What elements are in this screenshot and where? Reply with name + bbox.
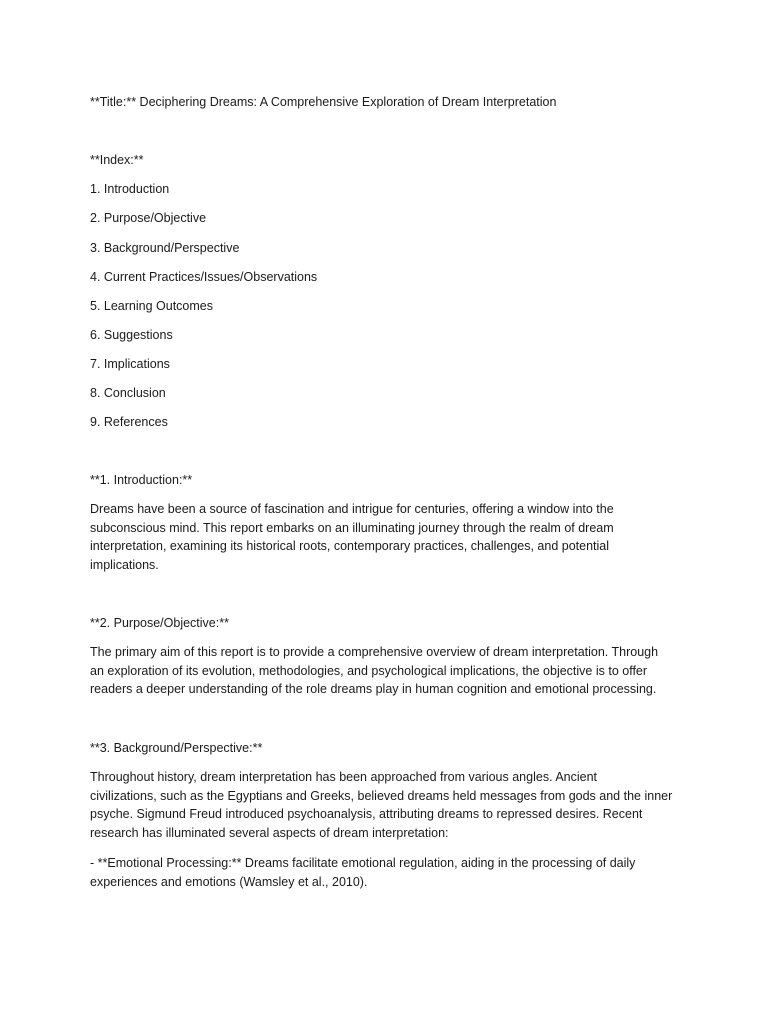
- paragraph-line: subconscious mind. This report embarks on an illuminating journey through the realm of dream: [90, 520, 614, 535]
- bullet-line: - **Emotional Processing:** Dreams facilitate emotional regulation, aiding in the processing of daily: [90, 856, 636, 870]
- document-title: **Title:** Deciphering Dreams: A Comprehensive Exploration of Dream Interpretation: [90, 95, 557, 109]
- introduction-paragraph: [90, 500, 690, 574]
- paragraph-line: research has illuminated several aspects of dream interpretation:: [90, 825, 449, 840]
- index-item: 7. Implications: [90, 357, 170, 371]
- background-paragraph: [90, 768, 690, 842]
- index-item: 3. Background/Perspective: [90, 241, 240, 255]
- index-item: 2. Purpose/Objective: [90, 211, 207, 225]
- introduction-heading: **1. Introduction:**: [90, 473, 193, 487]
- paragraph-line: interpretation, examining its historical roots, contemporary practices, challenges, and potential: [90, 539, 610, 554]
- paragraph-line: psyche. Sigmund Freud introduced psychoanalysis, attributing dreams to repressed desires. Recent: [90, 807, 643, 822]
- index-item: 4. Current Practices/Issues/Observations: [90, 270, 318, 284]
- index-item: 5. Learning Outcomes: [90, 299, 213, 313]
- index-item: 1. Introduction: [90, 182, 170, 196]
- paragraph-line: civilizations, such as the Egyptians and Greeks, believed dreams held messages from gods and the inner: [90, 788, 673, 803]
- purpose-paragraph: [90, 643, 690, 699]
- index-item: 6. Suggestions: [90, 328, 173, 342]
- paragraph-line: implications.: [90, 557, 159, 572]
- index-heading: **Index:**: [90, 153, 144, 167]
- background-heading: **3. Background/Perspective:**: [90, 741, 263, 755]
- paragraph-line: an exploration of its evolution, methodologies, and psychological implications, the objective is to offer: [90, 663, 648, 678]
- paragraph-line: Dreams have been a source of fascination and intrigue for centuries, offering a window into the: [90, 502, 614, 516]
- bullet-line: experiences and emotions (Wamsley et al., 2010).: [90, 874, 368, 889]
- index-item: 8. Conclusion: [90, 386, 166, 400]
- purpose-heading: **2. Purpose/Objective:**: [90, 616, 229, 630]
- emotional-processing-bullet: [90, 854, 690, 891]
- index-item: 9. References: [90, 415, 168, 429]
- paragraph-line: readers a deeper understanding of the role dreams play in human cognition and emotional processing.: [90, 682, 657, 697]
- paragraph-line: The primary aim of this report is to provide a comprehensive overview of dream interpretation. Through: [90, 645, 659, 659]
- paragraph-line: Throughout history, dream interpretation has been approached from various angles. Ancient: [90, 770, 598, 784]
